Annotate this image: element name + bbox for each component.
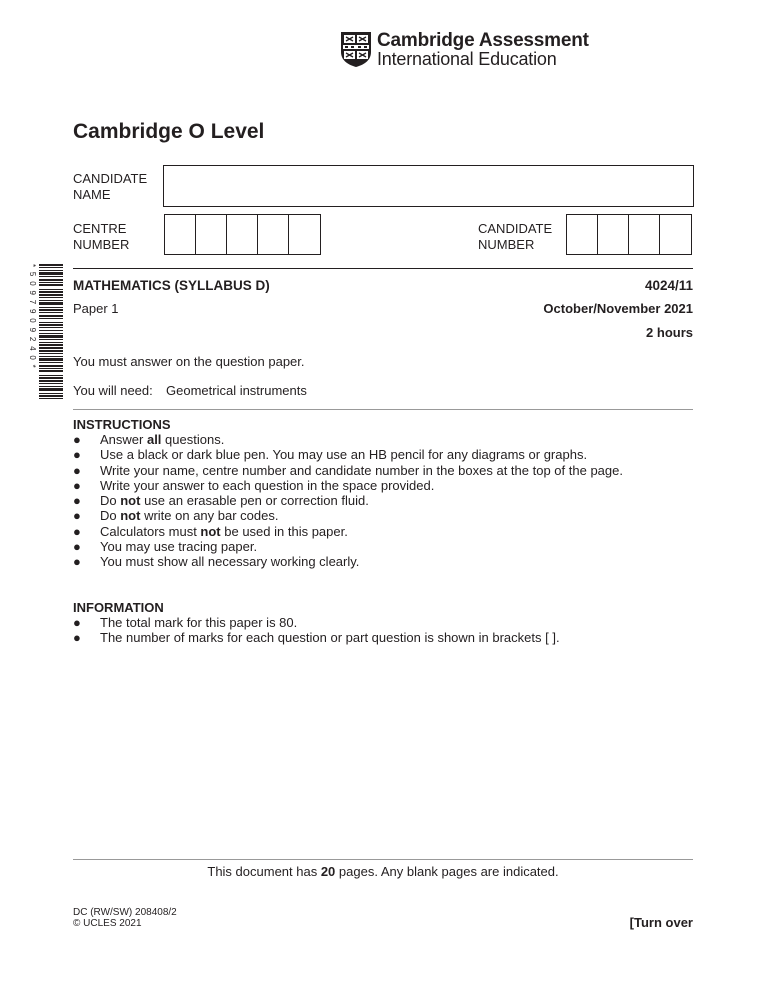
bullet-icon: ● xyxy=(73,432,81,447)
barcode-bar xyxy=(39,398,63,399)
page-count-pre: This document has xyxy=(207,864,321,879)
barcode xyxy=(28,264,64,400)
barcode-bar xyxy=(39,365,63,367)
candidate-number-cell[interactable] xyxy=(567,215,598,254)
centre-number-cell[interactable] xyxy=(196,215,227,254)
information-list xyxy=(73,615,693,646)
item-text: Use a black or dark blue pen. You may use an HB pencil for any diagrams or graphs. xyxy=(100,447,588,463)
copyright: © UCLES 2021 xyxy=(73,918,142,929)
exam-duration: 2 hours xyxy=(646,325,693,340)
bullet-icon: ● xyxy=(73,630,81,646)
candidate-name-label-line1: CANDIDATE xyxy=(73,171,148,186)
candidate-number-label-line2: NUMBER xyxy=(478,237,535,252)
item-text: Calculators must xyxy=(100,523,201,539)
barcode-bar xyxy=(39,309,63,311)
candidate-number-label xyxy=(478,221,568,253)
rule-top xyxy=(73,268,693,269)
barcode-bar xyxy=(39,279,63,281)
barcode-bar xyxy=(39,315,63,317)
bullet-icon: ● xyxy=(73,462,81,478)
candidate-number-cell[interactable] xyxy=(598,215,629,254)
barcode-bar xyxy=(39,380,63,382)
candidate-number-cell[interactable] xyxy=(660,215,691,254)
subject-title: MATHEMATICS (SYLLABUS D) xyxy=(73,278,270,293)
turn-over: [Turn over xyxy=(629,915,693,930)
logo-line-2: International Education xyxy=(377,49,557,69)
rule-footer xyxy=(73,859,693,860)
barcode-bar xyxy=(39,362,63,363)
barcode-bar xyxy=(39,294,63,296)
instruction-item xyxy=(73,463,693,478)
barcode-bar xyxy=(39,282,63,283)
need-value: Geometrical instruments xyxy=(166,383,307,398)
centre-number-label-line2: NUMBER xyxy=(73,237,130,252)
barcode-bar xyxy=(39,307,63,308)
barcode-number: * 5 0 9 7 9 0 9 2 4 0 * xyxy=(28,264,37,370)
candidate-number-cell[interactable] xyxy=(629,215,660,254)
barcode-bar xyxy=(39,333,63,334)
rule-middle xyxy=(73,409,693,410)
information-item xyxy=(73,630,693,645)
barcode-bar xyxy=(39,289,63,290)
barcode-bar xyxy=(39,350,63,352)
barcode-bar xyxy=(39,370,63,372)
barcode-bar xyxy=(39,318,63,319)
item-text: You must show all necessary working clearly. xyxy=(100,554,360,570)
bullet-icon: ● xyxy=(73,554,81,570)
barcode-bar xyxy=(39,264,63,266)
centre-number-cell[interactable] xyxy=(289,215,320,254)
information-item xyxy=(73,615,693,630)
barcode-bar xyxy=(39,267,63,268)
instruction-item xyxy=(73,554,693,569)
barcode-bar xyxy=(39,375,63,376)
emphasis-text: not xyxy=(200,523,221,539)
barcode-bar xyxy=(39,291,63,293)
centre-number-label-line1: CENTRE xyxy=(73,221,127,236)
barcode-bar xyxy=(39,270,63,271)
barcode-bar xyxy=(39,342,63,343)
barcode-bar xyxy=(39,353,63,354)
item-text: Answer xyxy=(100,432,147,447)
barcode-bar xyxy=(39,356,63,357)
item-text: Do xyxy=(100,493,121,509)
item-text: Write your answer to each question in the space provided. xyxy=(100,477,435,493)
bullet-icon: ● xyxy=(73,508,81,524)
centre-number-cell[interactable] xyxy=(258,215,289,254)
item-text: questions. xyxy=(161,432,225,447)
cambridge-logo xyxy=(339,30,589,69)
candidate-name-label-line2: NAME xyxy=(73,187,111,202)
bullet-icon: ● xyxy=(73,523,81,539)
barcode-bar xyxy=(39,386,63,387)
syllabus-code: 4024/11 xyxy=(644,278,693,293)
barcode-bar xyxy=(39,368,63,369)
item-text: write on any bar codes. xyxy=(140,508,279,524)
barcode-bar xyxy=(39,383,63,384)
barcode-bar xyxy=(39,393,63,394)
centre-number-cell[interactable] xyxy=(165,215,196,254)
instruction-item xyxy=(73,447,693,462)
item-text: Write your name, centre number and candidate number in the boxes at the top of the page. xyxy=(100,462,623,478)
item-text: The total mark for this paper is 80. xyxy=(100,615,298,630)
barcode-bar xyxy=(39,395,63,397)
barcode-bar xyxy=(39,388,63,391)
bullet-icon: ● xyxy=(73,477,81,493)
bullet-icon: ● xyxy=(73,493,81,509)
barcode-bar xyxy=(39,300,63,301)
bullet-icon: ● xyxy=(73,539,81,555)
information-heading: INFORMATION xyxy=(73,600,164,615)
barcode-bar xyxy=(39,272,63,275)
item-text: be used in this paper. xyxy=(220,523,348,539)
candidate-number-boxes[interactable] xyxy=(566,214,692,255)
bullet-icon: ● xyxy=(73,447,81,463)
emphasis-text: all xyxy=(146,432,162,447)
barcode-bar xyxy=(39,312,63,313)
exam-session: October/November 2021 xyxy=(543,301,693,316)
answer-note: You must answer on the question paper. xyxy=(73,354,305,369)
barcode-bar xyxy=(39,324,63,326)
item-text: The number of marks for each question or part question is shown in brackets [ ]. xyxy=(100,630,560,646)
need-label: You will need: xyxy=(73,383,153,398)
barcode-bar xyxy=(39,327,63,328)
barcode-bar xyxy=(39,358,63,361)
instruction-item xyxy=(73,508,693,523)
instructions-section xyxy=(73,417,693,570)
barcode-bar xyxy=(39,335,63,338)
logo-line-1: Cambridge Assessment xyxy=(377,30,589,51)
candidate-name-label xyxy=(73,171,163,203)
barcode-bar xyxy=(39,276,63,277)
instruction-item xyxy=(73,524,693,539)
page-count-note xyxy=(73,864,693,879)
barcode-bar xyxy=(39,284,63,286)
emphasis-text: not xyxy=(120,508,141,524)
instructions-list xyxy=(73,432,693,570)
instruction-item xyxy=(73,478,693,493)
document-code: DC (RW/SW) 208408/2 xyxy=(73,907,177,918)
page-count-number: 20 xyxy=(320,864,336,879)
centre-number-label xyxy=(73,221,163,253)
barcode-bar xyxy=(39,347,63,349)
item-text: use an erasable pen or correction fluid. xyxy=(140,493,369,509)
candidate-name-box[interactable] xyxy=(163,165,694,207)
cambridge-crest-icon xyxy=(339,30,373,68)
barcode-bar xyxy=(39,322,63,323)
instruction-item xyxy=(73,432,693,447)
document-ref xyxy=(73,907,177,929)
centre-number-cell[interactable] xyxy=(227,215,258,254)
barcode-bar xyxy=(39,344,63,346)
bullet-icon: ● xyxy=(73,615,81,630)
instruction-item xyxy=(73,493,693,508)
information-section xyxy=(73,600,693,646)
barcode-bar xyxy=(39,377,63,379)
item-text: Do xyxy=(100,508,121,524)
page-count-post: pages. Any blank pages are indicated. xyxy=(335,864,559,879)
item-text: You may use tracing paper. xyxy=(100,539,258,555)
centre-number-boxes[interactable] xyxy=(164,214,321,255)
qualification-title: Cambridge O Level xyxy=(73,120,265,143)
barcode-bar xyxy=(39,302,63,305)
barcode-bar xyxy=(39,339,63,340)
paper-number: Paper 1 xyxy=(73,301,119,316)
emphasis-text: not xyxy=(120,493,141,509)
barcode-bar xyxy=(39,297,63,298)
instruction-item xyxy=(73,539,693,554)
barcode-bar xyxy=(39,330,63,331)
candidate-number-label-line1: CANDIDATE xyxy=(478,221,553,236)
instructions-heading: INSTRUCTIONS xyxy=(73,417,171,432)
